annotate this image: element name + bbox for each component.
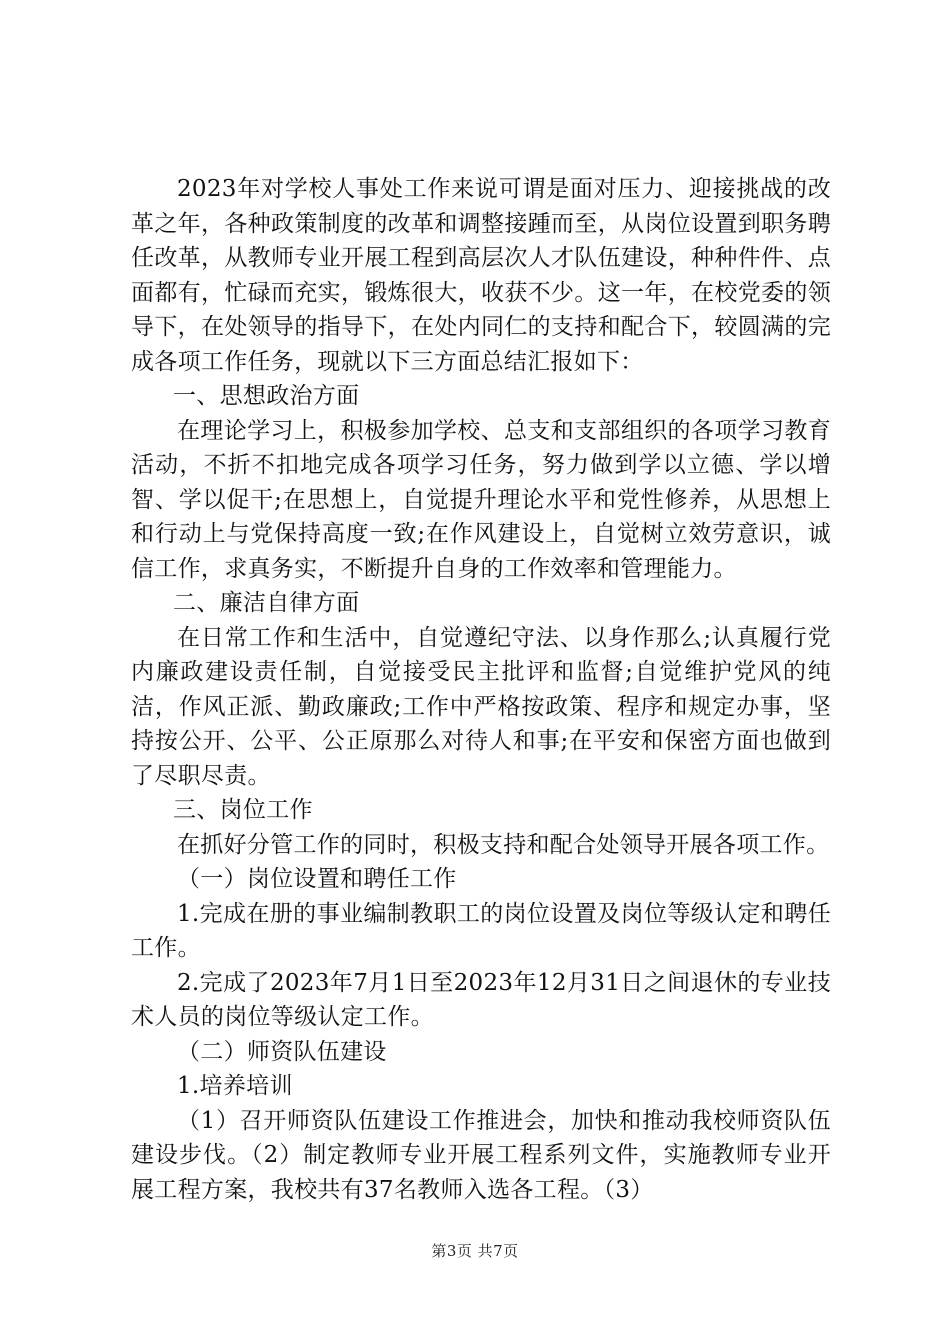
intro-paragraph: 2023年对学校人事处工作来说可谓是面对压力、迎接挑战的改革之年，各种政策制度的改革和调整接踵而至，从岗位设置到职务聘任改革，从教师专业开展工程到高层次人才队伍建设，种种件件、点面都有，忙碌而充实，锻炼很大，收获不少。这一年，在校党委的领导下，在处领导的指导下，在处内同仁的支持和配合下，较圆满的完成各项工作任务，现就以下三方面总结汇报如下： bbox=[131, 176, 831, 375]
ideology-paragraph: 在理论学习上，积极参加学校、总支和支部组织的各项学习教育活动，不折不扣地完成各项学习任务，努力做到学以立德、学以增智、学以促干;在思想上，自觉提升理论水平和党性修养，从思想上和行动上与党保持高度一致;在作风建设上，自觉树立效劳意识，诚信工作，求真务实，不断提升自身的工作效率和管理能力。 bbox=[131, 417, 831, 582]
faculty-item-1-paragraph: （1）召开师资队伍建设工作推进会，加快和推动我校师资队伍建设步伐。（2）制定教师专业开展工程系列文件，实施教师专业开展工程方案，我校共有37名教师入选各工程。（3） bbox=[131, 1107, 831, 1203]
integrity-paragraph: 在日常工作和生活中，自觉遵纪守法、以身作那么;认真履行党内廉政建设责任制，自觉接受民主批评和监督;自觉维护党风的纯洁，作风正派、勤政廉政;工作中严格按政策、程序和规定办事，坚持按公开、公平、公正原那么对待人和事;在平安和保密方面也做到了尽职尽责。 bbox=[131, 624, 831, 789]
subsection-heading-positions: （一）岗位设置和聘任工作 bbox=[177, 866, 457, 892]
section-heading-job: 三、岗位工作 bbox=[173, 797, 313, 823]
subsection-heading-faculty: （二）师资队伍建设 bbox=[177, 1038, 387, 1065]
document-body bbox=[131, 172, 831, 1207]
positions-item-1: 1.完成在册的事业编制教职工的岗位设置及岗位等级认定和聘任工作。 bbox=[131, 900, 831, 961]
faculty-item-1-heading: 1.培养培训 bbox=[177, 1073, 293, 1099]
job-paragraph: 在抓好分管工作的同时，积极支持和配合处领导开展各项工作。 bbox=[177, 831, 830, 858]
section-heading-integrity: 二、廉洁自律方面 bbox=[173, 590, 360, 616]
positions-item-2: 2.完成了2023年7月1日至2023年12月31日之间退休的专业技术人员的岗位等级认定工作。 bbox=[131, 969, 831, 1030]
page-number-footer: 第3页 共7页 bbox=[431, 1242, 519, 1260]
section-heading-ideology: 一、思想政治方面 bbox=[173, 383, 360, 409]
